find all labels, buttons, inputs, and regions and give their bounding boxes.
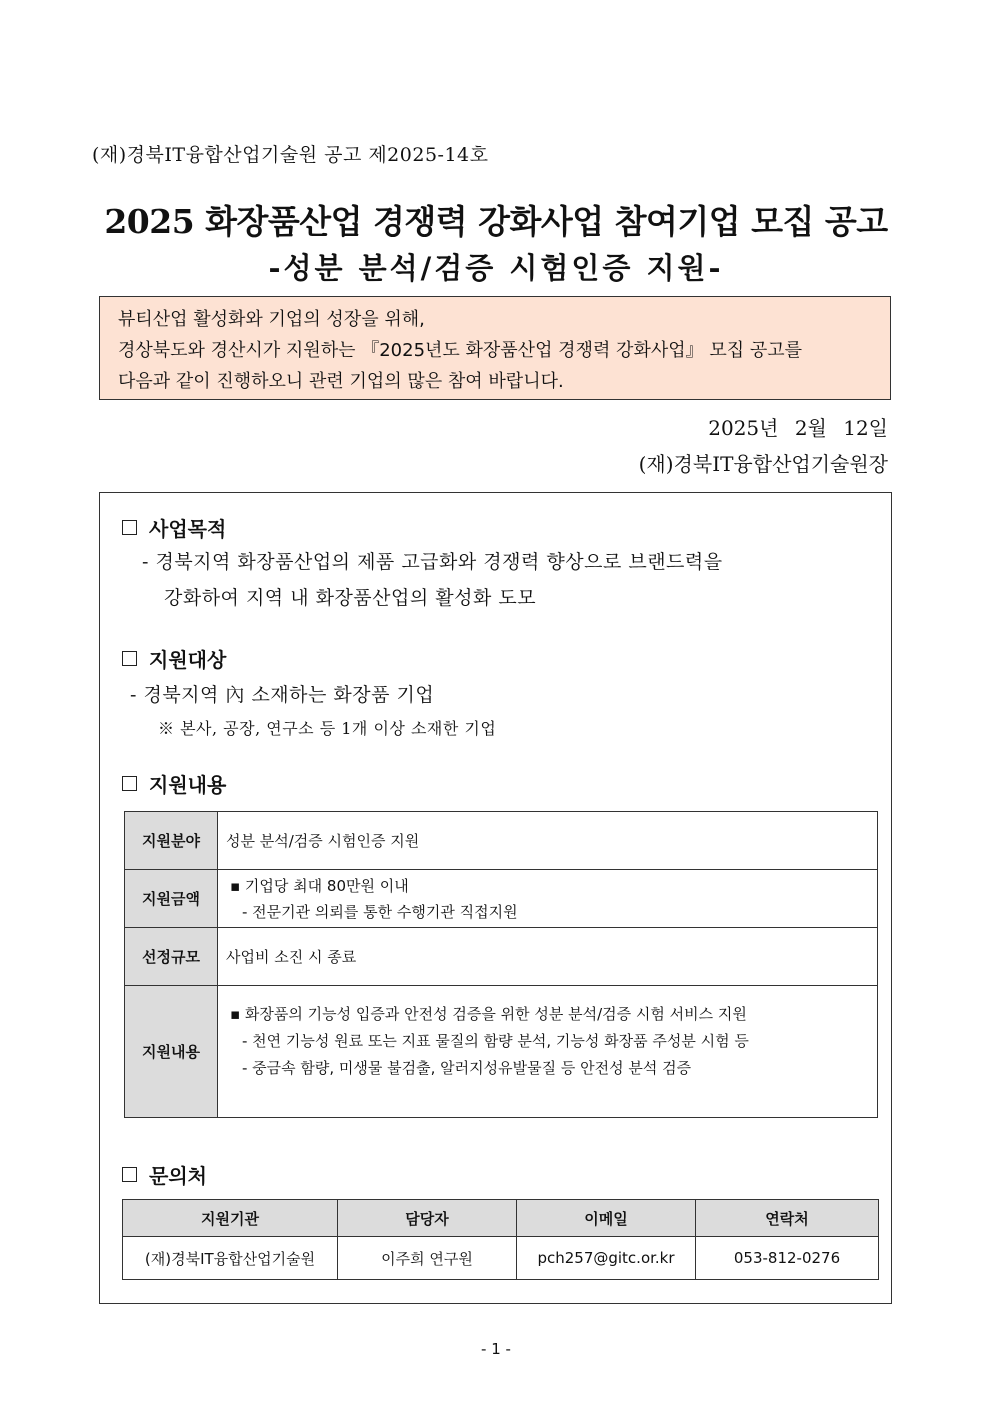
table-header-row <box>123 1200 879 1237</box>
contact-header-email: 이메일 <box>517 1200 696 1237</box>
table-row <box>123 1237 879 1280</box>
contact-phone: 053-812-0276 <box>696 1237 879 1280</box>
page-subtitle: -성분 분석/검증 시험인증 지원- <box>268 251 724 285</box>
main-content-box <box>99 492 892 1304</box>
target-line: - 경북지역 內 소재하는 화장품 기업 <box>130 684 435 706</box>
contact-table <box>122 1199 879 1280</box>
contact-org: (재)경북IT융합산업기술원 <box>123 1237 338 1280</box>
amount-line: ▪ 기업당 최대 80만원 이내 <box>230 876 409 895</box>
section-title-text: 문의처 <box>149 1164 207 1188</box>
support-field-value: 성분 분석/검증 시험인증 지원 <box>218 812 878 870</box>
support-scale-value: 사업비 소진 시 종료 <box>218 928 878 986</box>
checkbox-square-icon <box>122 776 137 791</box>
table-row <box>125 928 878 986</box>
purpose-line: - 경북지역 화장품산업의 제품 고급화와 경쟁력 향상으로 브랜드력을 <box>142 551 723 573</box>
detail-line: - 천연 기능성 원료 또는 지표 물질의 함량 분석, 기능성 화장품 주성분 시험 등 <box>242 1031 749 1050</box>
support-detail-label: 지원내용 <box>125 986 218 1118</box>
intro-line: 다음과 같이 진행하오니 관련 기업의 많은 참여 바랍니다. <box>118 371 564 392</box>
contact-header-phone: 연락처 <box>696 1200 879 1237</box>
contact-header-person: 담당자 <box>338 1200 517 1237</box>
page-number: - 1 - <box>481 1340 511 1358</box>
support-scale-label: 선정규모 <box>125 928 218 986</box>
intro-box <box>99 296 891 400</box>
table-row <box>125 986 878 1118</box>
support-amount-value <box>218 870 878 928</box>
checkbox-square-icon <box>122 651 137 666</box>
section-target-title <box>122 644 226 673</box>
contact-email[interactable]: pch257@gitc.or.kr <box>517 1237 696 1280</box>
purpose-line: 강화하여 지역 내 화장품산업의 활성화 도모 <box>164 587 537 609</box>
notice-number: (재)경북IT융합산업기술원 공고 제2025-14호 <box>92 144 489 166</box>
checkbox-square-icon <box>122 520 137 535</box>
issuer-name: (재)경북IT융합산업기술원장 <box>638 452 888 476</box>
detail-line: - 중금속 함량, 미생물 불검출, 알러지성유발물질 등 안전성 분석 검증 <box>242 1058 692 1077</box>
section-contact-title <box>122 1160 207 1189</box>
support-amount-label: 지원금액 <box>125 870 218 928</box>
notice-date: 2025년 2월 12일 <box>708 416 888 440</box>
section-title-text: 사업목적 <box>149 517 227 541</box>
support-detail-value <box>218 986 878 1118</box>
checkbox-square-icon <box>122 1167 137 1182</box>
contact-header-org: 지원기관 <box>123 1200 338 1237</box>
intro-line: 뷰티산업 활성화와 기업의 성장을 위해, <box>118 309 425 330</box>
section-content-title <box>122 769 226 798</box>
detail-line: ▪ 화장품의 기능성 입증과 안전성 검증을 위한 성분 분석/검증 시험 서비스 지원 <box>230 1004 747 1023</box>
support-table <box>124 811 878 1118</box>
table-row <box>125 870 878 928</box>
intro-line: 경상북도와 경산시가 지원하는 『2025년도 화장품산업 경쟁력 강화사업』 모집 공고를 <box>118 340 802 361</box>
table-row <box>125 812 878 870</box>
page-title: 2025 화장품산업 경쟁력 강화사업 참여기업 모집 공고 <box>104 202 888 241</box>
amount-line: - 전문기관 의뢰를 통한 수행기관 직접지원 <box>242 902 518 921</box>
section-title-text: 지원대상 <box>149 648 227 672</box>
contact-person: 이주희 연구원 <box>338 1237 517 1280</box>
support-field-label: 지원분야 <box>125 812 218 870</box>
section-title-text: 지원내용 <box>149 773 227 797</box>
section-purpose-title <box>122 513 226 542</box>
target-note: ※ 본사, 공장, 연구소 등 1개 이상 소재한 기업 <box>158 719 497 738</box>
